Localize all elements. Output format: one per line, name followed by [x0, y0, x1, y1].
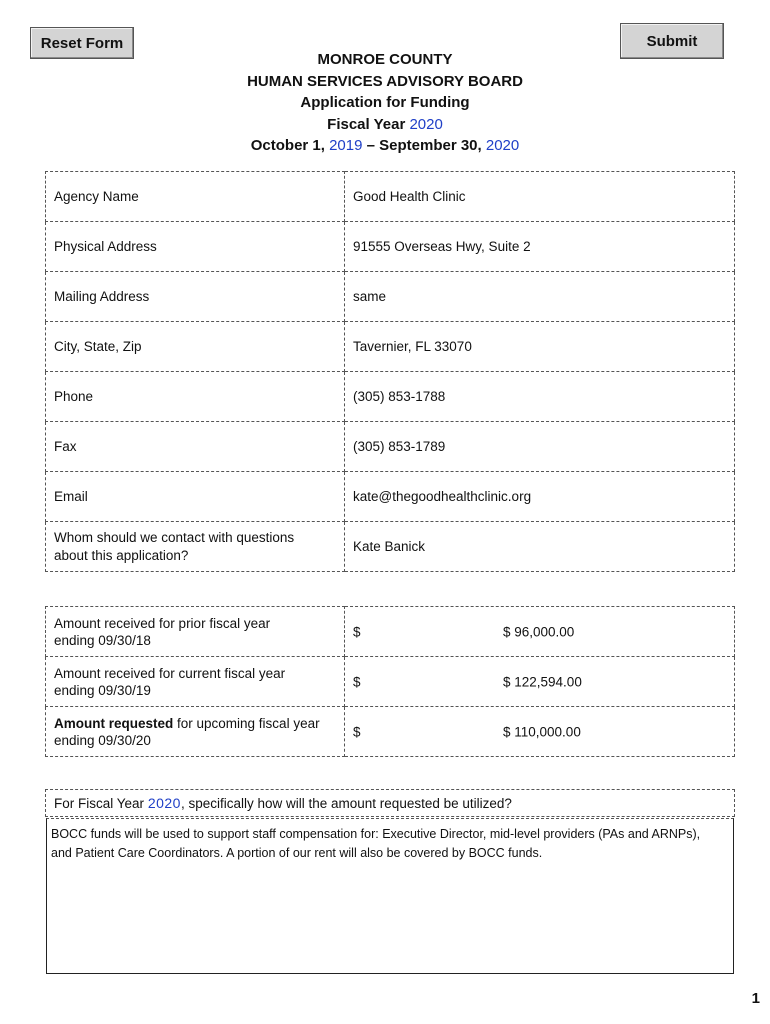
- contact-field[interactable]: Kate Banick: [345, 522, 735, 572]
- period-end-year-field[interactable]: 2020: [485, 137, 520, 154]
- current-year-label-line2: ending 09/30/19: [54, 682, 151, 698]
- mailing-address-field[interactable]: same: [345, 272, 735, 322]
- current-year-amount-field[interactable]: [345, 657, 735, 707]
- period-end-prefix: – September 30,: [366, 137, 482, 154]
- prior-year-label-line2: ending 09/30/18: [54, 632, 151, 648]
- period-start-prefix: October 1,: [250, 137, 325, 154]
- funding-table: [45, 606, 735, 757]
- requested-label: [46, 707, 345, 757]
- form-header: [0, 49, 770, 157]
- period-start-year-field[interactable]: 2019: [329, 137, 363, 154]
- physical-address-label: Physical Address: [46, 222, 345, 272]
- prior-year-label-line1: Amount received for prior fiscal year: [54, 615, 271, 631]
- requested-amount-field[interactable]: [345, 707, 735, 757]
- dollar-sign: $: [353, 724, 361, 739]
- dollar-sign: $: [353, 674, 361, 689]
- contact-label-line1: Whom should we contact with questions: [54, 529, 295, 545]
- usage-question: [45, 789, 735, 817]
- header-title: Application for Funding: [300, 94, 470, 111]
- email-field[interactable]: kate@thegoodhealthclinic.org: [345, 472, 735, 522]
- requested-amount: $ 110,000.00: [503, 724, 581, 739]
- current-year-amount: $ 122,594.00: [503, 674, 582, 689]
- fax-row: [46, 422, 735, 472]
- usage-question-prefix: For Fiscal Year: [54, 796, 145, 811]
- header-period: [0, 135, 770, 157]
- agency-info-table: [45, 171, 735, 572]
- agency-name-field[interactable]: Good Health Clinic: [345, 172, 735, 222]
- usage-answer-field[interactable]: [46, 818, 734, 974]
- phone-row: [46, 372, 735, 422]
- submit-button[interactable]: Submit: [620, 23, 724, 59]
- requested-row: [46, 707, 735, 757]
- requested-label-line1: [54, 715, 336, 732]
- agency-name-row: [46, 172, 735, 222]
- contact-row: [46, 522, 735, 572]
- page-number: 1: [751, 990, 760, 1007]
- fiscal-year-field[interactable]: 2020: [409, 115, 443, 133]
- mailing-address-row: [46, 272, 735, 322]
- city-state-zip-field[interactable]: Tavernier, FL 33070: [345, 322, 735, 372]
- fax-label: Fax: [46, 422, 345, 472]
- prior-year-label: [46, 607, 345, 657]
- contact-label-line2: about this application?: [54, 547, 189, 563]
- header-board: HUMAN SERVICES ADVISORY BOARD: [247, 72, 523, 90]
- phone-label: Phone: [46, 372, 345, 422]
- mailing-address-label: Mailing Address: [46, 272, 345, 322]
- fax-field[interactable]: (305) 853-1789: [345, 422, 735, 472]
- requested-label-line2: ending 09/30/20: [54, 732, 151, 748]
- physical-address-field[interactable]: 91555 Overseas Hwy, Suite 2: [345, 222, 735, 272]
- agency-name-label: Agency Name: [46, 172, 345, 222]
- header-fiscal-year: [0, 114, 770, 136]
- fiscal-year-label: Fiscal Year: [327, 115, 406, 133]
- usage-question-suffix: , specifically how will the amount requested be utilized?: [180, 796, 512, 811]
- usage-answer-line2: and Patient Care Coordinators. A portion of our rent will also be covered by BOCC funds.: [51, 846, 543, 860]
- phone-field[interactable]: (305) 853-1788: [345, 372, 735, 422]
- usage-answer-line1: BOCC funds will be used to support staff compensation for: Executive Director, mid-level providers (PAs and ARNPs),: [51, 827, 701, 841]
- usage-year-field[interactable]: 2020: [147, 795, 181, 811]
- prior-year-row: [46, 607, 735, 657]
- requested-label-rest: for upcoming fiscal year: [173, 715, 320, 731]
- contact-label: [46, 522, 345, 572]
- prior-year-amount-field[interactable]: [345, 607, 735, 657]
- current-year-row: [46, 657, 735, 707]
- email-row: [46, 472, 735, 522]
- email-label: Email: [46, 472, 345, 522]
- reset-form-button[interactable]: Reset Form: [30, 27, 134, 59]
- dollar-sign: $: [353, 624, 361, 639]
- current-year-label: [46, 657, 345, 707]
- requested-label-bold: Amount requested: [54, 715, 174, 731]
- header-county: MONROE COUNTY: [317, 51, 453, 68]
- physical-address-row: [46, 222, 735, 272]
- prior-year-amount: $ 96,000.00: [503, 624, 575, 639]
- city-state-zip-label: City, State, Zip: [46, 322, 345, 372]
- city-state-zip-row: [46, 322, 735, 372]
- current-year-label-line1: Amount received for current fiscal year: [54, 665, 286, 681]
